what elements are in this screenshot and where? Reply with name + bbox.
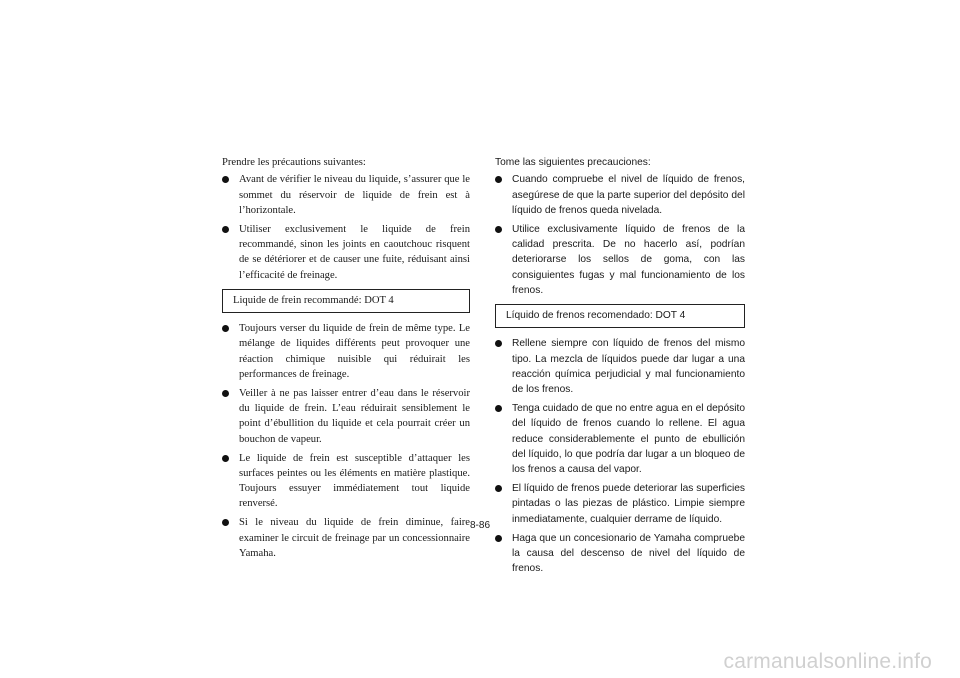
list-item	[222, 172, 470, 218]
spanish-precautions-list-bottom	[495, 336, 745, 576]
spanish-precautions-list-top	[495, 172, 745, 298]
list-item	[222, 451, 470, 512]
bullet-text: Si le niveau du liquide de frein diminue, faire examiner le circuit de freinage par un concessionnaire Yamaha.	[239, 517, 470, 559]
list-item	[495, 336, 745, 397]
french-precautions-list-top	[222, 172, 470, 283]
french-intro: Prendre les précautions suivantes:	[222, 157, 366, 168]
bullet-text: Rellene siempre con líquido de frenos del mismo tipo. La mezcla de líquidos puede dar lugar a una reacción química perjudicial y mal funcionamiento de los frenos.	[512, 338, 745, 396]
list-item	[495, 172, 745, 218]
bullet-icon	[222, 519, 229, 526]
french-column	[222, 155, 470, 565]
bullet-text: Le liquide de frein est susceptible d’attaquer les surfaces peintes ou les éléments en matière plastique. Toujours essuyer immédiatement tout liquide renversé.	[239, 452, 470, 510]
spanish-column	[495, 155, 745, 580]
list-item	[222, 515, 470, 561]
list-item	[495, 481, 745, 527]
page-number: 8-86	[470, 520, 491, 531]
bullet-icon	[222, 226, 229, 233]
bullet-icon	[222, 455, 229, 462]
french-recommended-fluid-box: Liquide de frein recommandé: DOT 4	[222, 289, 470, 313]
bullet-text: Cuando compruebe el nivel de líquido de frenos, asegúrese de que la parte superior del depósito del líquido de frenos queda nivelada.	[512, 174, 745, 216]
list-item	[222, 222, 470, 283]
bullet-text: Avant de vérifier le niveau du liquide, s’assurer que le sommet du réservoir de liquide de frein est à l’horizontale.	[239, 174, 470, 216]
bullet-text: Veiller à ne pas laisser entrer d’eau dans le réservoir du liquide de frein. L’eau réduirait sensiblement le point d’ébullition du liquide et cela pourrait créer un bouchon de vapeur.	[239, 387, 470, 445]
bullet-icon	[495, 176, 502, 183]
list-item	[222, 386, 470, 447]
bullet-icon	[495, 226, 502, 233]
bullet-text: El líquido de frenos puede deteriorar las superficies pintadas o las piezas de plástico. Limpie siempre inmediatamente, cualquier derrame de líquido.	[512, 483, 745, 525]
bullet-icon	[495, 485, 502, 492]
bullet-text: Toujours verser du liquide de frein de même type. Le mélange de liquides différents peut provoquer une réaction chimique nuisible qui réduirait les performances de freinage.	[239, 323, 470, 381]
bullet-icon	[495, 405, 502, 412]
bullet-icon	[222, 325, 229, 332]
list-item	[222, 321, 470, 382]
bullet-icon	[495, 340, 502, 347]
french-precautions-list-bottom	[222, 321, 470, 561]
list-item	[495, 222, 745, 298]
bullet-icon	[222, 390, 229, 397]
bullet-text: Utilice exclusivamente líquido de frenos de la calidad prescrita. De no hacerlo así, podrían deteriorarse los sellos de goma, con las consiguientes fugas y mal funcionamiento de los frenos.	[512, 223, 745, 296]
bullet-icon	[222, 176, 229, 183]
bullet-text: Haga que un concesionario de Yamaha compruebe la causa del descenso de nivel del líquido de frenos.	[512, 532, 745, 575]
watermark: carmanualsonline.info	[723, 650, 932, 673]
spanish-intro: Tome las siguientes precauciones:	[495, 157, 651, 168]
bullet-icon	[495, 535, 502, 542]
list-item	[495, 531, 745, 577]
bullet-text: Utiliser exclusivement le liquide de frein recommandé, sinon les joints en caoutchouc risquent de se détériorer et de causer une fuite, réduisant ainsi l’efficacité de freinage.	[239, 223, 470, 281]
spanish-recommended-fluid-box: Líquido de frenos recomendado: DOT 4	[495, 304, 745, 328]
bullet-text: Tenga cuidado de que no entre agua en el depósito del líquido de frenos cuando lo rellene. El agua reduce considerablemente el punto de ebullición del líquido, lo que podría dar lugar a un bloqueo de los frenos a causa del vapor.	[512, 403, 745, 476]
list-item	[495, 401, 745, 477]
